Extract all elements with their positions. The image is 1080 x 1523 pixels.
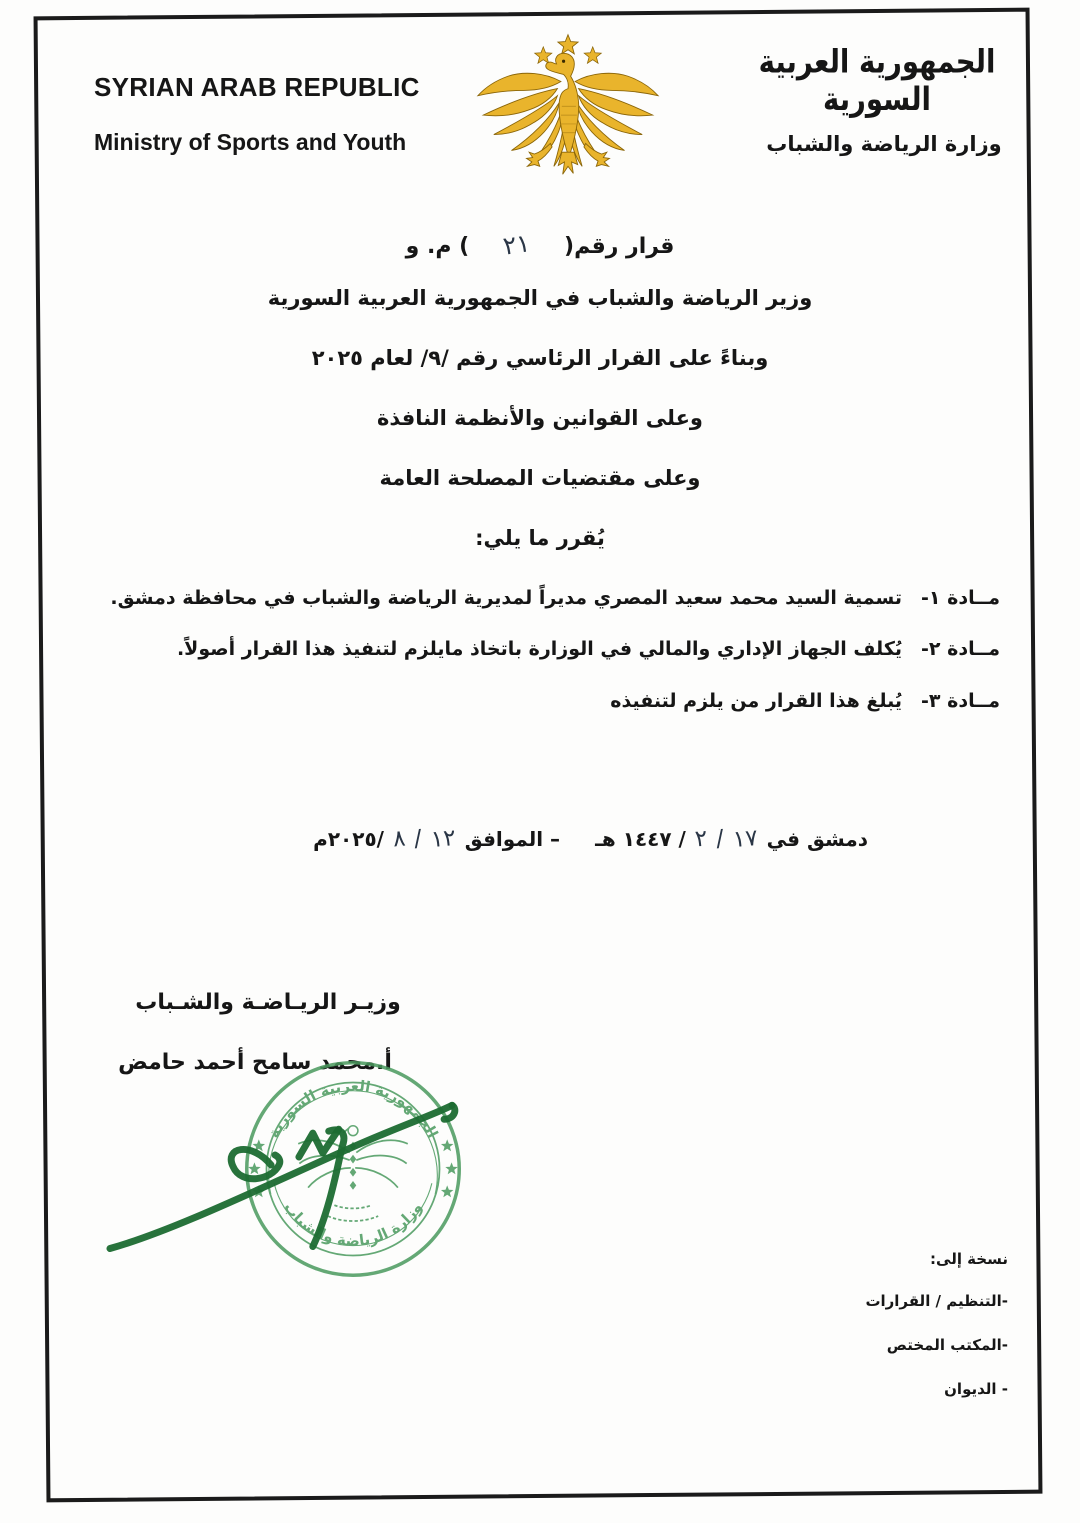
country-name-english: SYRIAN ARAB REPUBLIC	[94, 72, 420, 102]
article-1-label: مــادة ١-	[921, 587, 1000, 609]
preamble-presidential-decree-line: وبناءً على القرار الرئاسي رقم /٩/ لعام ٢٠٢٥	[311, 346, 769, 370]
copy-item-diwan: - الديوان	[944, 1380, 1008, 1398]
article-1	[105, 584, 1000, 613]
copy-item-competent-office: -المكتب المختص	[886, 1336, 1008, 1354]
article-3	[105, 687, 1000, 716]
english-letterhead	[94, 72, 420, 156]
gregorian-day-handwritten: ١٢	[429, 824, 457, 854]
decree-number-handwritten: ٢١	[501, 228, 532, 261]
stamp-top-text: الجمهورية العربية السورية	[265, 1077, 441, 1141]
hijri-year: / ١٤٤٧ هـ	[595, 827, 686, 851]
copies-title: نسخة إلى:	[930, 1250, 1008, 1268]
gregorian-month-handwritten: ٨	[391, 825, 407, 853]
preamble-minister-line: وزير الرياضة والشباب في الجمهورية العربية السورية	[267, 286, 813, 310]
country-name-arabic-calligraphy: الجمهورية العربية السورية	[758, 43, 996, 119]
gregorian-slash-handwritten: /	[413, 825, 424, 853]
decree-articles	[105, 584, 1000, 738]
article-2-text: يُكلف الجهاز الإداري والمالي في الوزارة باتخاذ مايلزم لتنفيذ هذا القرار أصولاً.	[176, 638, 902, 661]
article-2	[105, 635, 1000, 664]
preamble-public-interest-line: وعلى مقتضيات المصلحة العامة	[379, 466, 701, 490]
article-3-text: يُبلغ هذا القرار من يلزم لتنفيذه	[610, 689, 902, 712]
eagle-emblem-icon	[462, 32, 674, 200]
date-city-prefix: دمشق في	[766, 827, 868, 851]
minister-name: أ.محمد سامح أحمد حامض	[118, 1050, 392, 1075]
stamp-bottom-text: وزارة الرياضة والشباب	[280, 1199, 426, 1250]
article-1-text: تسمية السيد محمد سعيد المصري مديراً لمديرية الرياضة والشباب في محافظة دمشق.	[110, 587, 902, 609]
decree-number-suffix: ) م. و	[405, 234, 470, 259]
hijri-slash-handwritten: /	[715, 825, 726, 853]
decree-preamble	[0, 286, 1080, 586]
article-2-label: مــادة ٢-	[921, 638, 1000, 661]
preamble-laws-line: وعلى القوانين والأنظمة النافذة	[377, 406, 703, 430]
ministry-name-arabic: وزارة الرياضة والشباب	[766, 132, 1002, 156]
copy-item-organization-decisions: -التنظيم / القرارات	[865, 1292, 1008, 1310]
decree-number-line	[0, 230, 1080, 259]
date-line	[313, 826, 868, 852]
signature-scribble	[104, 1066, 462, 1262]
decides-following-line: يُقرر ما يلي:	[475, 526, 605, 550]
ministry-name-english: Ministry of Sports and Youth	[94, 129, 407, 155]
decree-number-prefix: قرار رقم(	[564, 234, 675, 259]
corresponding-label: – الموافق	[464, 827, 561, 851]
hijri-day-handwritten: ١٧	[731, 824, 759, 854]
minister-title: وزيـر الريـاضـة والشـباب	[135, 990, 401, 1015]
gregorian-year: /٢٠٢٥م	[313, 827, 384, 851]
article-3-label: مــادة ٣-	[921, 689, 1000, 712]
copies-list	[778, 1250, 1008, 1424]
hijri-month-handwritten: ٢	[693, 825, 709, 853]
